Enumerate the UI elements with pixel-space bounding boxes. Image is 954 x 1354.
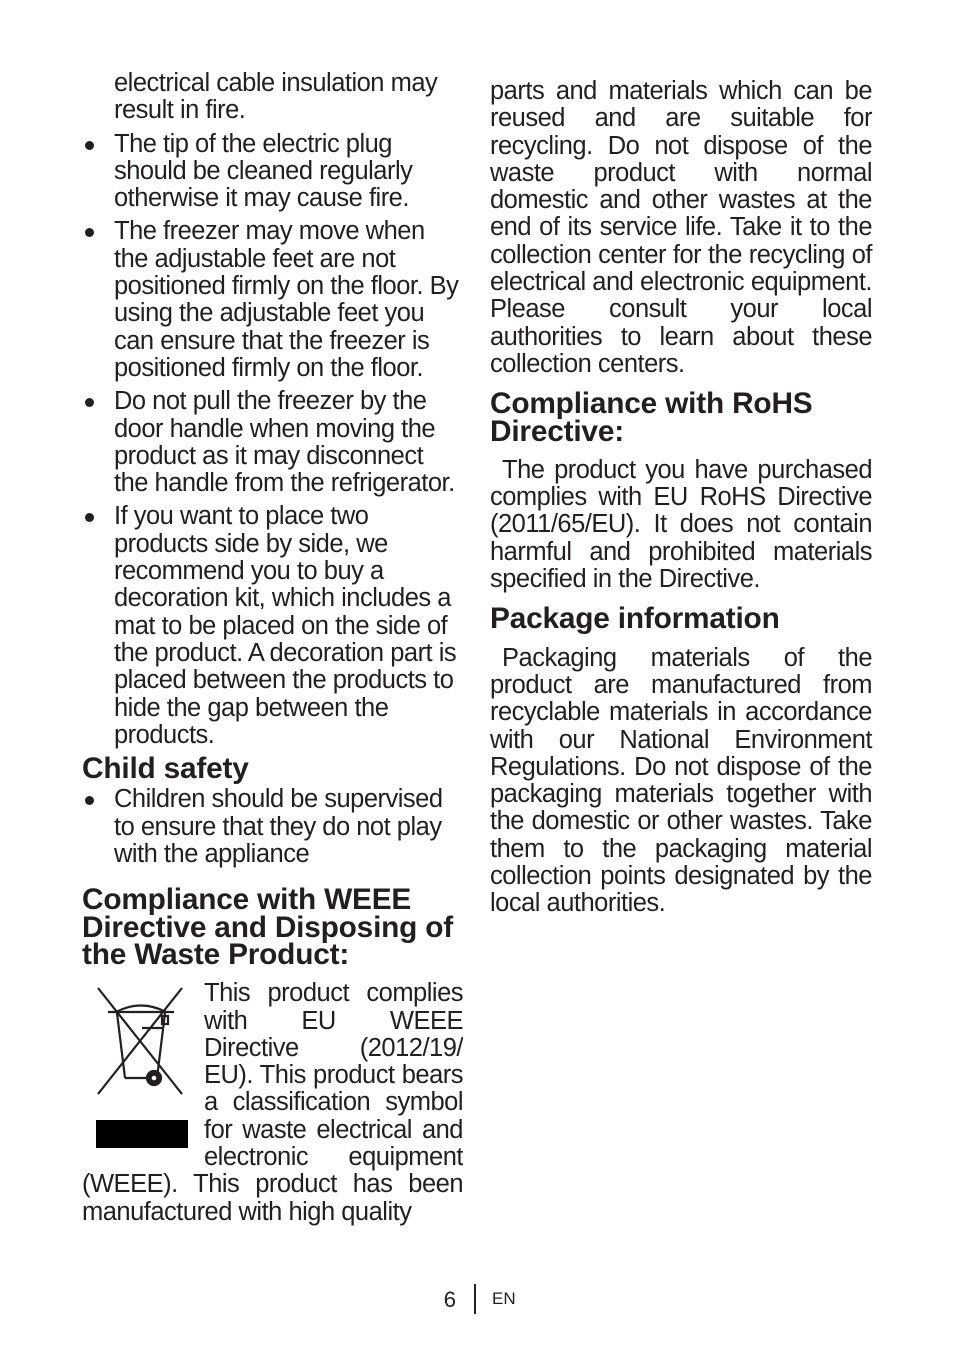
bullet-item-door-handle: Do not pull the freezer by the door handle when moving the product as it may disconnect the handle from the refrigerator. bbox=[82, 388, 463, 497]
safety-bullet-list bbox=[82, 131, 463, 750]
rohs-paragraph: The product you have purchased complies with EU RoHS Directive (2011/65/EU). It does not contain harmful and prohibited materials specified in the Directive. bbox=[490, 455, 872, 594]
continued-text: electrical cable insulation may result in fire. bbox=[114, 69, 438, 125]
right-column bbox=[490, 70, 872, 918]
footer-divider bbox=[474, 1284, 476, 1314]
child-safety-heading: Child safety bbox=[82, 752, 249, 786]
weee-heading: Compliance with WEEE Directive and Disposing of the Waste Product: bbox=[82, 883, 454, 971]
bullet-item-decoration-kit: If you want to place two products side by side, we recommend you to buy a decoration kit, which includes a mat to be placed on the side of the product. A decoration part is placed between the products to hide the gap between the products. bbox=[82, 503, 463, 749]
left-column bbox=[82, 70, 463, 1226]
bullet-item-plug: The tip of the electric plug should be cleaned regularly otherwise it may cause fire. bbox=[82, 131, 463, 213]
language-code: EN bbox=[492, 1289, 516, 1308]
crossed-out-wheelie-bin-icon bbox=[94, 982, 188, 1148]
package-paragraph: Packaging materials of the product are manufactured from recyclable materials in accordance with our National Environment Regulations. Do not dispose of the packaging materials together with the domestic or other wastes. Take them to the packaging material collection points designated by the local authorities. bbox=[490, 643, 872, 918]
rohs-heading: Compliance with RoHS Directive: bbox=[490, 387, 813, 448]
bullet-item-adjustable-feet: The freezer may move when the adjustable feet are not positioned firmly on the floor. By using the adjustable feet you can ensure that the freezer is positioned firmly on the floor. bbox=[82, 218, 463, 382]
package-information-heading: Package information bbox=[490, 602, 780, 636]
child-safety-list bbox=[82, 786, 463, 868]
weee-section bbox=[82, 980, 463, 1226]
bullet-item-children: Children should be supervised to ensure that they do not play with the appliance bbox=[82, 786, 463, 868]
weee-continued-paragraph: parts and materials which can be reused and are suitable for recycling. Do not dispose of the waste product with normal domestic and other wastes at the end of its service life. Take it to the collection center for the recycling of electrical and electronic equipment. Please consult your local authorities to learn about these collection centers. bbox=[490, 77, 872, 378]
weee-paragraph: This product complies with EU WEEE Directive (2012/19/ EU). This product bears a classification symbol for waste electrical and electronic equipment (WEEE). This product has been manufactured with high quality bbox=[82, 980, 463, 1226]
page-footer bbox=[0, 1284, 954, 1314]
page-number: 6 bbox=[443, 1287, 456, 1312]
